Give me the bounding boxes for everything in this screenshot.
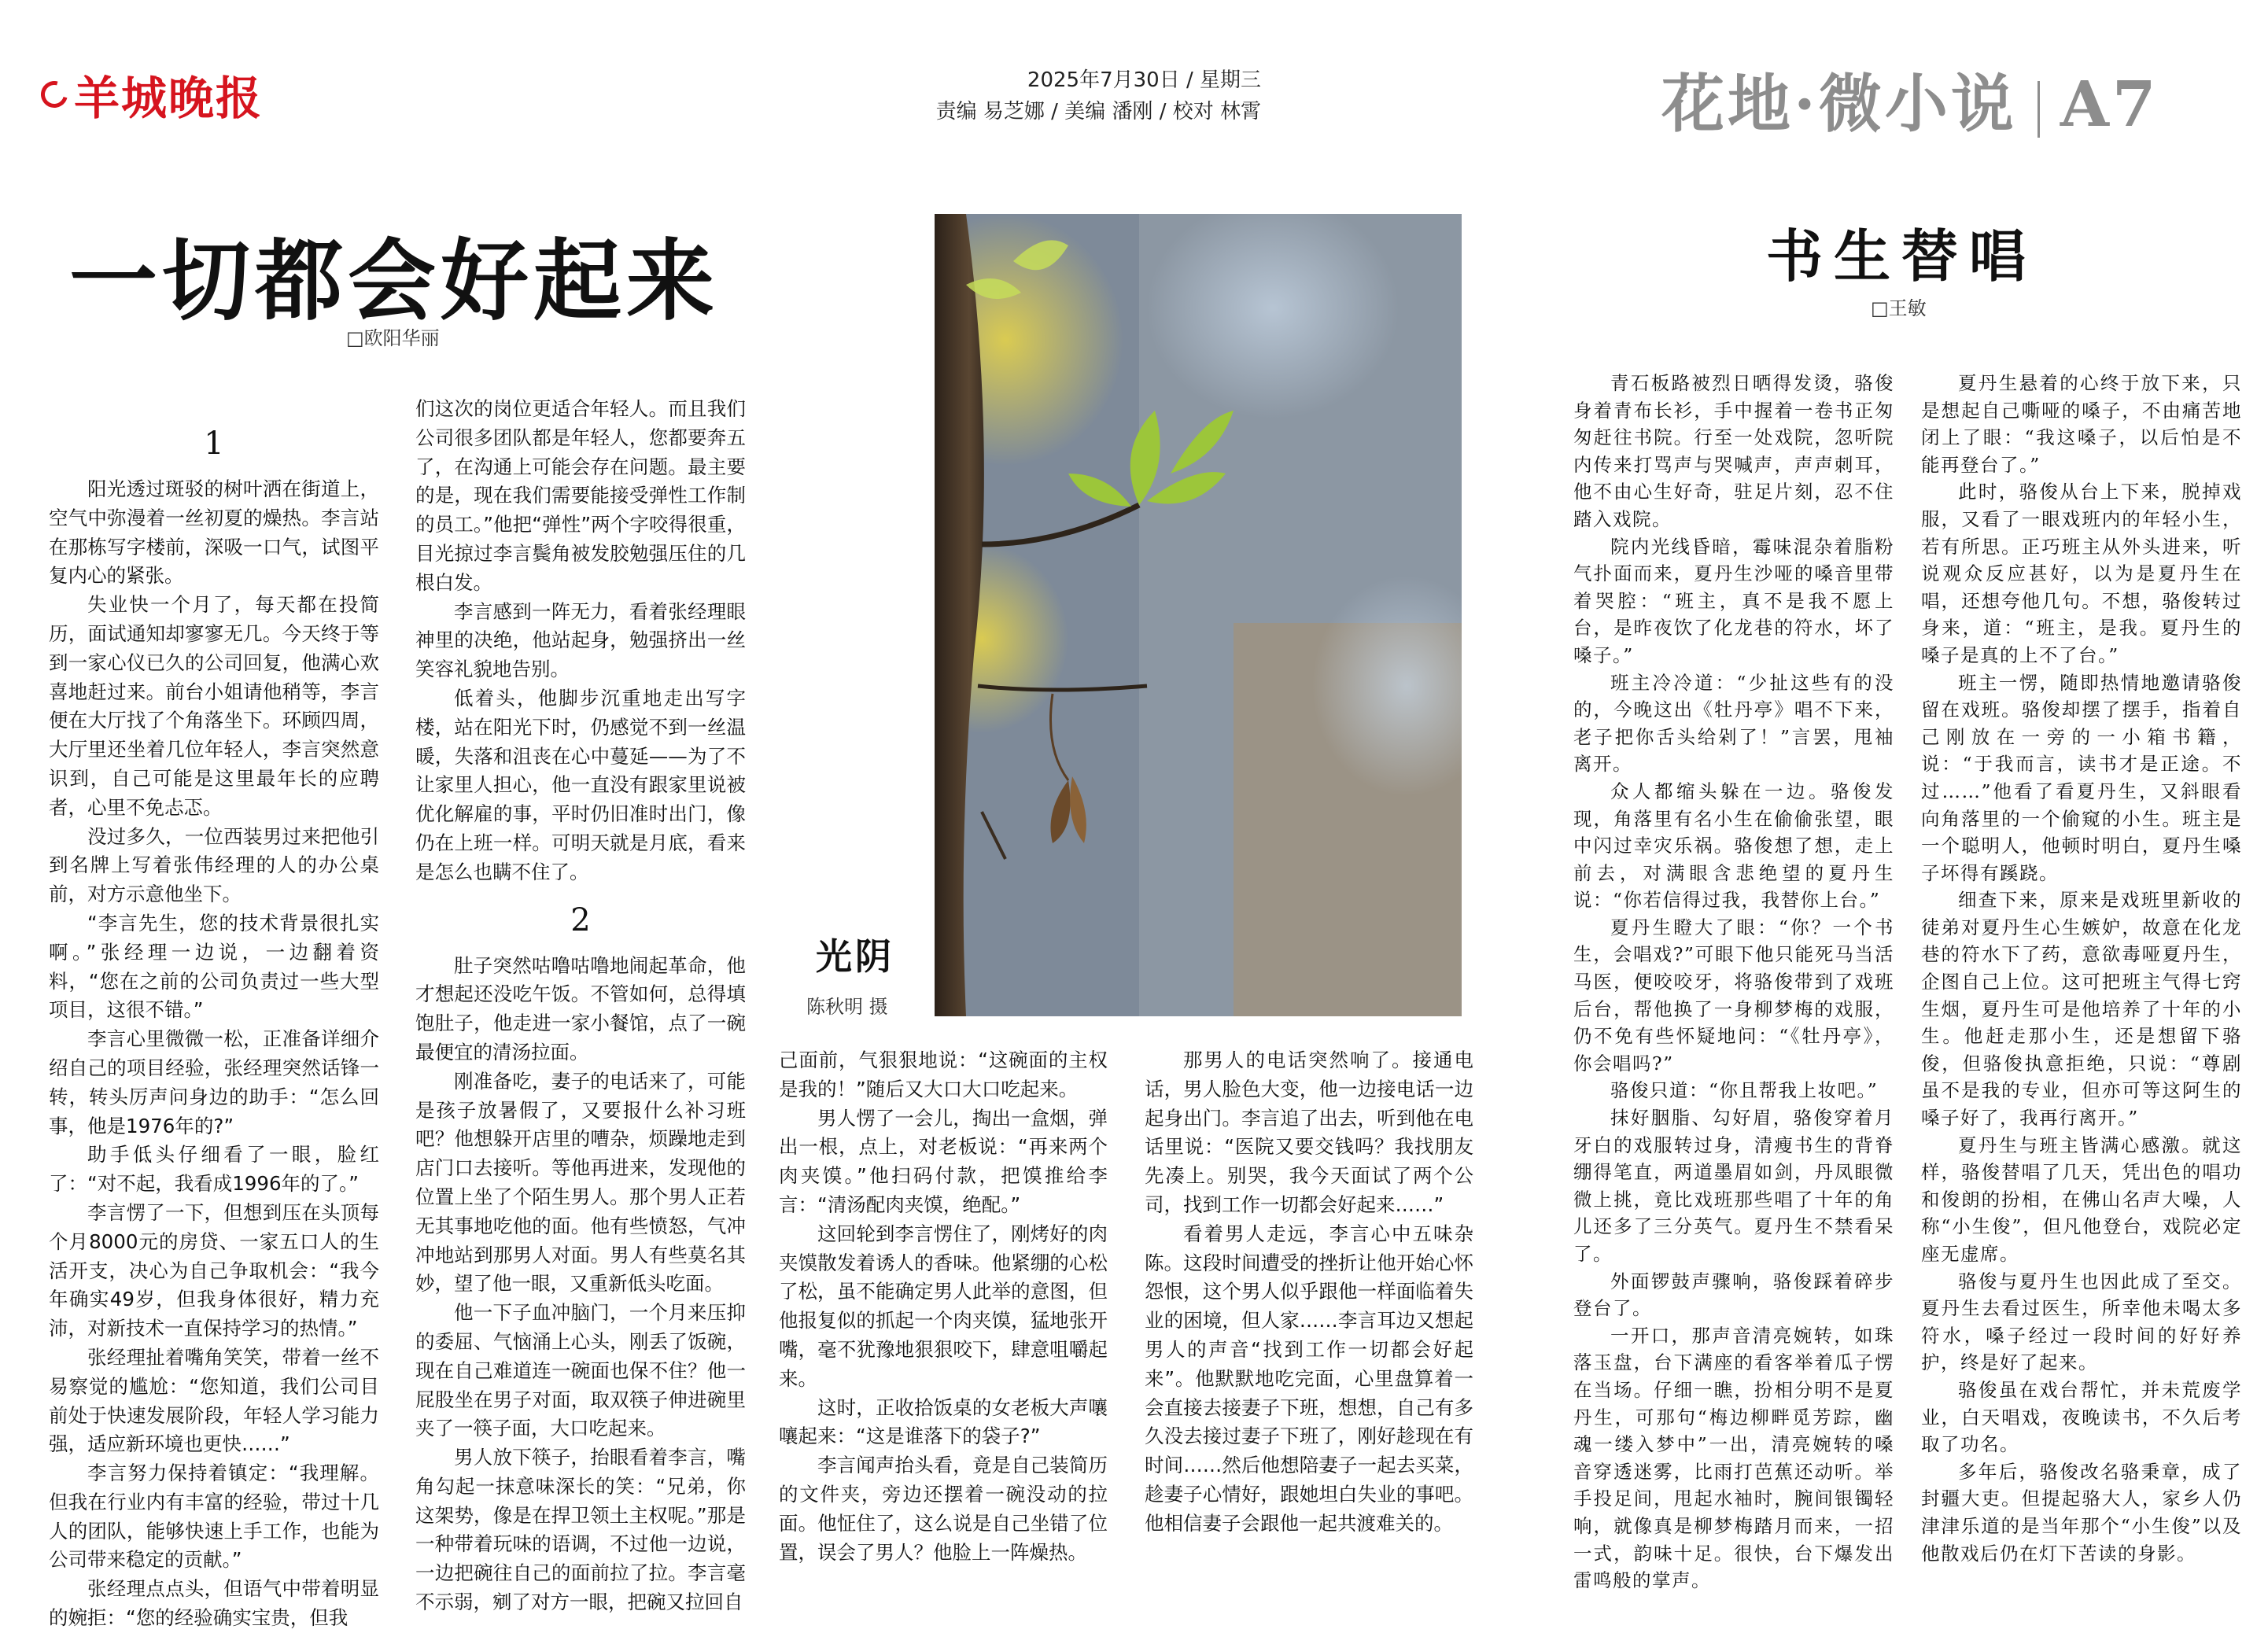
story2-author: □王敏 (1871, 297, 1927, 319)
paragraph: 骆俊虽在戏台帮忙，并未荒废学业，白天唱戏，夜晚读书，不久后考取了功名。 (1921, 1378, 2242, 1456)
paragraph: 此时，骆俊从台上下来，脱掉戏服，又看了一眼戏班内的年轻小生，若有所思。正巧班主从外头进来，听说观众反应甚好，以为是夏丹生在唱，还想夸他几句。不想，骆俊转过身来，道：“班主，是我。夏丹生的嗓子是真的上不了台。” (1921, 481, 2242, 666)
paragraph: 张经理点点头，但语气中带着明显的婉拒：“您的经验确实宝贵，但我 (49, 1577, 379, 1630)
section-divider (2038, 81, 2040, 138)
paragraph: 张经理扯着嘴角笑笑，带着一丝不易察觉的尴尬：“您知道，我们公司目前处于快速发展阶段，年轻人学习能力强，适应新环境也更快……” (49, 1345, 379, 1456)
leaves-photo-illustration (935, 214, 1462, 1016)
issue-info (936, 65, 1261, 127)
paragraph: 细查下来，原来是戏班里新收的徒弟对夏丹生心生嫉妒，故意在化龙巷的符水下了药，意欲毒哑夏丹生，企图自己上位。这可把班主气得七窍生烟，夏丹生可是他培养了十年的小生。他赶走那小生，还是想留下骆俊，但骆俊执意拒绝，只说：“尊剧虽不是我的专业，但亦可等这阿生的嗓子好了，我再行离开。” (1921, 889, 2242, 1130)
story1-column-1 (49, 417, 379, 1633)
story2-title: 书生替唱 (1766, 223, 2038, 289)
paragraph: 们这次的岗位更适合年轻人。而且我们公司很多团队都是年轻人，您都要奔五了，在沟通上可能会存在问题。最主要的是，现在我们需要能接受弹性工作制的员工。”他把“弹性”两个字咬得很重，目光掠过李言鬓角被发胶勉强压住的几根白发。 (415, 397, 746, 594)
paragraph: 助手低头仔细看了一眼，脸红了：“对不起，我看成1996年的了。” (49, 1143, 379, 1196)
paragraph: 班主一愣，随即热情地邀请骆俊留在戏班。骆俊却摆了摆手，指着自己刚放在一旁的一小箱书籍，说：“于我而言，读书才是正途。不过……”他看了看夏丹生，又斜眼看向角落里的一个偷窥的小生。班主是一个聪明人，他顿时明白，夏丹生嗓子坏得有蹊跷。 (1921, 671, 2242, 884)
paragraph: 骆俊与夏丹生也因此成了至交。夏丹生去看过医生，所幸他未喝太多符水，嗓子经过一段时间的好好养护，终是好了起来。 (1921, 1270, 2242, 1374)
paragraph: 没过多久，一位西装男过来把他引到名牌上写着张伟经理的人的办公桌前，对方示意他坐下。 (49, 824, 379, 906)
story2-column-2 (1921, 370, 2242, 1567)
paragraph: 夏丹生瞪大了眼：“你？一个书生，会唱戏?”可眼下他只能死马当活马医，便咬咬牙，将骆俊带到了戏班后台，帮他换了一身柳梦梅的戏服，仍不免有些怀疑地问：“《牡丹亭》，你会唱吗?” (1573, 916, 1894, 1075)
paragraph: 低着头，他脚步沉重地走出写字楼，站在阳光下时，仍感觉不到一丝温暖，失落和沮丧在心中蔓延——为了不让家里人担心，他一直没有跟家里说被优化解雇的事，平时仍旧准时出门，像仍在上班一样。可明天就是月底，看来是怎么也瞒不住了。 (415, 686, 746, 883)
paragraph: 李言闻声抬头看，竟是自己装简历的文件夹，旁边还摆着一碗没动的拉面。他怔住了，这么说是自己坐错了位置，误会了男人？他脸上一阵燥热。 (779, 1454, 1108, 1564)
paragraph: 李言心里微微一松，正准备详细介绍自己的项目经验，张经理突然话锋一转，转头厉声问身边的助手：“怎么回事，他是1976年的?” (49, 1027, 379, 1137)
paragraph: 一开口，那声音清亮婉转，如珠落玉盘，台下满座的看客举着瓜子愣在当场。仔细一瞧，扮相分明不是夏丹生，可那句“梅边柳畔觅芳踪，幽魂一缕入梦中”一出，清亮婉转的嗓音穿透迷雾，比雨打芭蕉还动听。举手投足间，甩起水袖时，腕间银镯轻响，就像真是柳梦梅踏月而来，一招一式，韵味十足。很快，台下爆发出雷鸣般的掌声。 (1573, 1324, 1894, 1592)
story1-column-4 (1145, 1046, 1473, 1539)
paragraph: 班主冷冷道：“少扯这些有的没的，今晚这出《牡丹亭》唱不下来，老子把你舌头给剁了！”言罢，甩袖离开。 (1573, 671, 1894, 776)
section-name: 花地·微小说 (1661, 67, 2017, 141)
paragraph: “李言先生，您的技术背景很扎实啊。”张经理一边说，一边翻着资料，“您在之前的公司负责过一些大型项目，这很不错。” (49, 911, 379, 1022)
masthead-text: 羊城晚报 (74, 72, 264, 125)
paragraph: 看着男人走远，李言心中五味杂陈。这段时间遭受的挫折让他开始心怀怨恨，这个男人似乎跟他一样面临着失业的困境，但人家……李言耳边又想起男人的声音“找到工作一切都会好起来”。他默默地吃完面，心里盘算着一会直接去接妻子下班，想想，自己有多久没去接过妻子下班了，刚好趁现在有时间……然后他想陪妻子一起去买菜，趁妻子心情好，跟她坦白失业的事吧。他相信妻子会跟他一起共渡难关的。 (1145, 1222, 1473, 1535)
paragraph: 青石板路被烈日晒得发烫，骆俊身着青布长衫，手中握着一卷书正匆匆赶往书院。行至一处戏院，忽听院内传来打骂声与哭喊声，声声刺耳，他不由心生好奇，驻足片刻，忍不住踏入戏院。 (1573, 372, 1894, 530)
photo-title: 光阴 (816, 935, 894, 978)
paragraph: 众人都缩头躲在一边。骆俊发现，角落里有名小生在偷偷张望，眼中闪过幸灾乐祸。骆俊想了想，走上前去，对满眼含悲绝望的夏丹生说：“你若信得过我，我替你上台。” (1573, 780, 1894, 912)
paragraph: 李言感到一阵无力，看着张经理眼神里的决绝，他站起身，勉强挤出一丝笑容礼貌地告别。 (415, 599, 746, 681)
paragraph: 外面锣鼓声骤响，骆俊踩着碎步登台了。 (1573, 1270, 1894, 1320)
paragraph: 那男人的电话突然响了。接通电话，男人脸色大变，他一边接电话一边起身出门。李言追了出去，听到他在电话里说：“医院又要交钱吗？我找朋友先凑上。别哭，我今天面试了两个公司，找到工作一切都会好起来……” (1145, 1049, 1473, 1216)
newspaper-masthead (41, 61, 263, 127)
paragraph: 抹好胭脂、勾好眉，骆俊穿着月牙白的戏服转过身，清瘦书生的背脊绷得笔直，两道墨眉如剑，丹凤眼微微上挑，竟比戏班那些唱了十年的角儿还多了三分英气。夏丹生不禁看呆了。 (1573, 1107, 1894, 1265)
paragraph: 这回轮到李言愣住了，刚烤好的肉夹馍散发着诱人的香味。他紧绷的心松了松，虽不能确定男人此举的意图，但他报复似的抓起一个肉夹馍，猛地张开嘴，毫不犹豫地狠狠咬下，肆意咀嚼起来。 (779, 1222, 1108, 1390)
part-number: 1 (204, 426, 224, 462)
paragraph: 夏丹生悬着的心终于放下来，只是想起自己嘶哑的嗓子，不由痛苦地闭上了眼：“我这嗓子，以后怕是不能再登台了。” (1921, 372, 2242, 476)
paragraph: 己面前，气狠狠地说：“这碗面的主权是我的！”随后又大口大口吃起来。 (779, 1049, 1108, 1100)
paragraph: 他一下子血冲脑门，一个月来压抑的委屈、气恼涌上心头，刚丢了饭碗，现在自己难道连一碗面也保不住？他一屁股坐在男子对面，取双筷子伸进碗里夹了一筷子面，大口吃起来。 (415, 1301, 746, 1440)
paragraph: 夏丹生与班主皆满心感激。就这样，骆俊替唱了几天，凭出色的唱功和俊朗的扮相，在佛山名声大噪，人称“小生俊”，但凡他登台，戏院必定座无虚席。 (1921, 1134, 2242, 1265)
story1-author: □欧阳华丽 (346, 327, 440, 349)
story2-column-1 (1573, 370, 1894, 1594)
photo-credit: 陈秋明 摄 (806, 996, 888, 1018)
paragraph: 李言愣了一下，但想到压在头顶每个月8000元的房贷、一家五口人的生活开支，决心为自己争取机会：“我今年确实49岁，但我身体很好，精力充沛，对新技术一直保持学习的热情。” (49, 1200, 379, 1340)
part-number: 2 (570, 901, 591, 938)
editor-credits: 责编 易芝娜 / 美编 潘刚 / 校对 林霄 (935, 100, 1261, 123)
paragraph: 男人愣了一会儿，掏出一盒烟，弹出一根，点上，对老板说：“再来两个肉夹馍。”他扫码付款，把馍推给李言：“清汤配肉夹馍，绝配。” (779, 1106, 1108, 1216)
paragraph: 多年后，骆俊改名骆秉章，成了封疆大吏。但提起骆大人，家乡人仍津津乐道的是当年那个“小生俊”以及他散戏后仍在灯下苦读的身影。 (1921, 1460, 2242, 1565)
paragraph: 刚准备吃，妻子的电话来了，可能是孩子放暑假了，又要报什么补习班吧？他想躲开店里的嘈杂，烦躁地走到店门口去接听。等他再进来，发现他的位置上坐了个陌生男人。那个男人正若无其事地吃他的面。他有些愤怒，气冲冲地站到那男人对面。男人有些莫名其妙，望了他一眼，又重新低头吃面。 (415, 1069, 746, 1296)
paragraph: 男人放下筷子，抬眼看着李言，嘴角勾起一抹意味深长的笑：“兄弟，你这架势，像是在捍卫领土主权呢。”那是一种带着玩味的语调，不过他一边说，一边把碗往自己的面前拉了拉。李言毫不示弱，剜了对方一眼，把碗又拉回自 (415, 1446, 746, 1614)
masthead-logo-icon (36, 76, 72, 112)
page-number: A7 (2060, 67, 2159, 141)
paragraph: 骆俊只道：“你且帮我上妆吧。” (1610, 1079, 1879, 1102)
paragraph: 院内光线昏暗，霉味混杂着脂粉气扑面而来，夏丹生沙哑的嗓音里带着哭腔：“班主，真不是我不愿上台，是昨夜饮了化龙巷的符水，坏了嗓子。” (1573, 535, 1894, 666)
story1-column-2 (415, 395, 746, 1617)
story1-column-3 (779, 1046, 1108, 1567)
section-header (1661, 53, 2159, 144)
paragraph: 失业快一个月了，每天都在投简历，面试通知却寥寥无几。今天终于等到一家心仪已久的公司回复，他满心欢喜地赶过来。前台小姐请他稍等，李言便在大厅找了个角落坐下。环顾四周，大厅里还坐着几位年轻人，李言突然意识到，自己可能是这里最年长的应聘者，心里不免忐忑。 (49, 593, 379, 819)
paragraph: 李言努力保持着镇定：“我理解。但我在行业内有丰富的经验，带过十几人的团队，能够快速上手工作，也能为公司带来稳定的贡献。” (49, 1462, 379, 1572)
paragraph: 阳光透过斑驳的树叶洒在街道上，空气中弥漫着一丝初夏的燥热。李言站在那栋写字楼前，深吸一口气，试图平复内心的紧张。 (49, 477, 379, 588)
story1-title: 一切都会好起来 (69, 230, 719, 333)
paragraph: 这时，正收拾饭桌的女老板大声嚷嚷起来：“这是谁落下的袋子?” (779, 1395, 1108, 1448)
photo-tree-branch (935, 214, 1462, 1016)
paragraph: 肚子突然咕噜咕噜地闹起革命，他才想起还没吃午饭。不管如何，总得填饱肚子，他走进一家小餐馆，点了一碗最便宜的清汤拉面。 (415, 953, 746, 1063)
issue-date: 2025年7月30日 / 星期三 (1027, 68, 1261, 92)
